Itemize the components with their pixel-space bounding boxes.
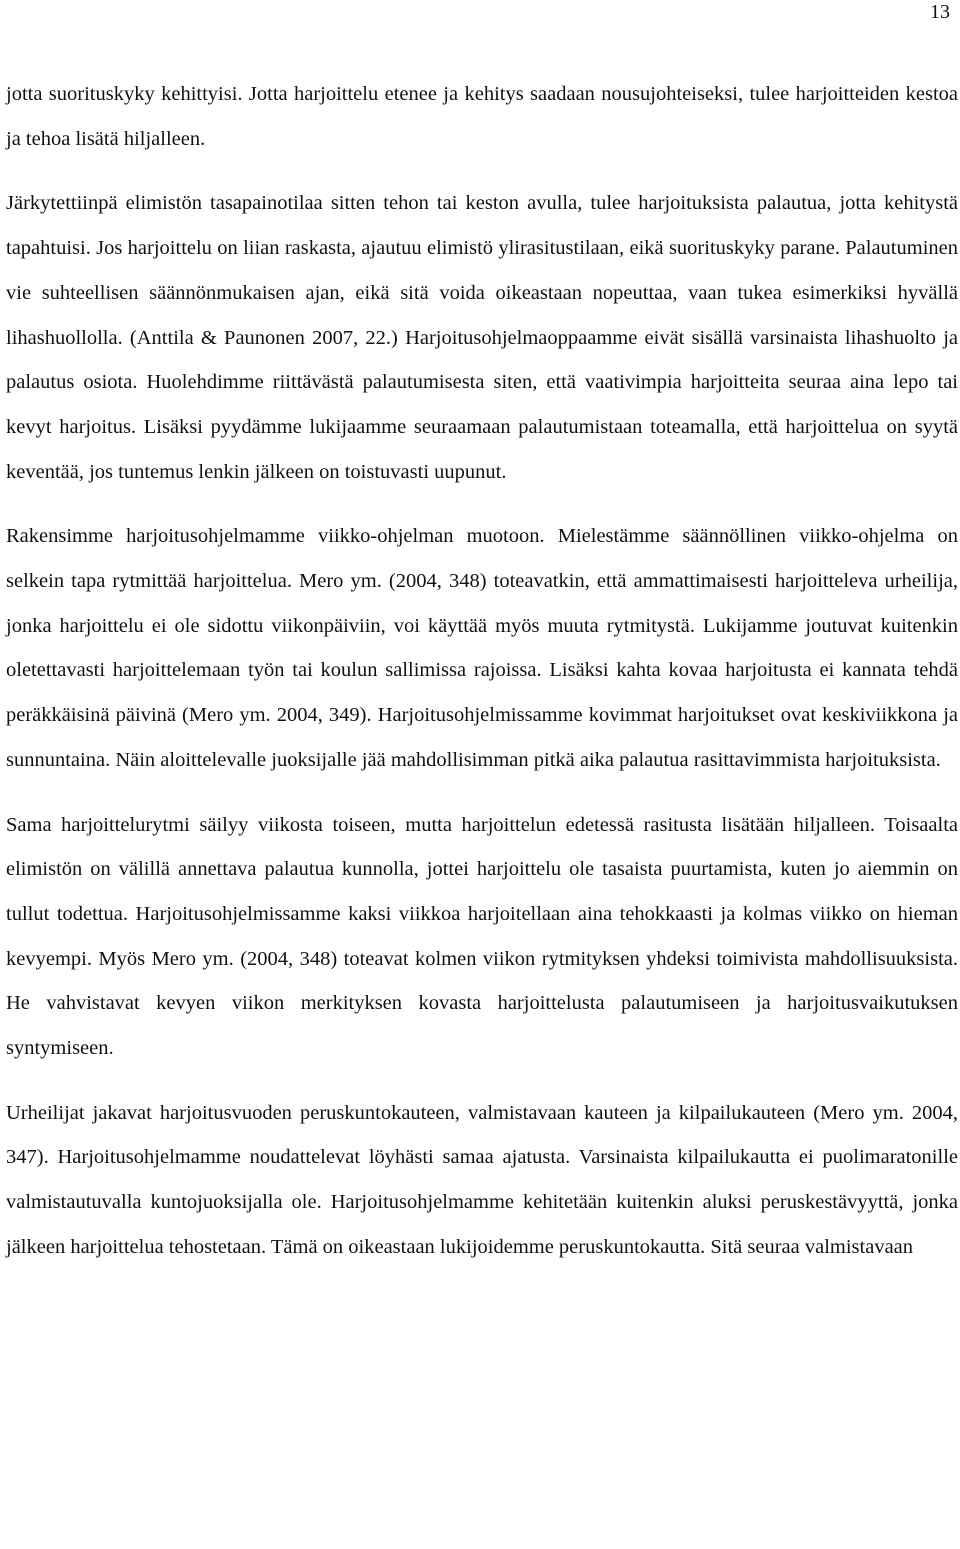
page-number: 13	[930, 1, 950, 23]
document-body	[6, 72, 958, 1270]
paragraph-weekly-program: Rakensimme harjoitusohjelmamme viikko-ohjelman muotoon. Mielestämme säännöllinen viikko-ohjelma on selkein tapa rytmittää harjoittelua. Mero ym. (2004, 348) toteavatkin, että ammattimaisesti harjoitteleva urheilija, jonka harjoittelu ei ole sidottu viikonpäiviin, voi käyttää myös muuta rytmitystä. Lukijamme joutuvat kuitenkin oletettavasti harjoittelemaan työn tai koulun sallimissa rajoissa. Lisäksi kahta kovaa harjoitusta ei kannata tehdä peräkkäisinä päivinä (Mero ym. 2004, 349). Harjoitusohjelmissamme kovimmat harjoitukset ovat keskiviikkona ja sunnuntaina. Näin aloittelevalle juoksijalle jää mahdollisimman pitkä aika palautua rasittavimmista harjoituksista.	[6, 525, 958, 771]
paragraph-training-progression: jotta suorituskyky kehittyisi. Jotta harjoittelu etenee ja kehitys saadaan nousujohteiseksi, tulee harjoitteiden kestoa ja tehoa lisätä hiljalleen.	[6, 83, 958, 150]
paragraph-training-periods: Urheilijat jakavat harjoitusvuoden peruskuntokauteen, valmistavaan kauteen ja kilpailukauteen (Mero ym. 2004, 347). Harjoitusohjelmamme noudattelevat löyhästi samaa ajatusta. Varsinaista kilpailukautta ei puolimaratonille valmistautuvalla kuntojuoksijalla ole. Harjoitusohjelmamme kehitetään kuitenkin aluksi peruskestävyyttä, jonka jälkeen harjoittelua tehostetaan. Tämä on oikeastaan lukijoidemme peruskuntokautta. Sitä seuraa valmistavaan	[6, 1101, 958, 1258]
paragraph-recovery: Järkytettiinpä elimistön tasapainotilaa sitten tehon tai keston avulla, tulee harjoituksista palautua, jotta kehitystä tapahtuisi. Jos harjoittelu on liian raskasta, ajautuu elimistö ylirasitustilaan, eikä suorituskyky parane. Palautuminen vie suhteellisen säännönmukaisen ajan, eikä sitä voida oikeastaan nopeuttaa, vaan tukea esimerkiksi hyvällä lihashuollolla. (Anttila & Paunonen 2007, 22.) Harjoitusohjelmaoppaamme eivät sisällä varsinaista lihashuolto ja palautus osiota. Huolehdimme riittävästä palautumisesta siten, että vaativimpia harjoitteita seuraa aina lepo tai kevyt harjoitus. Lisäksi pyydämme lukijaamme seuraamaan palautumistaan toteamalla, että harjoittelua on syytä keventää, jos tuntemus lenkin jälkeen on toistuvasti uupunut.	[6, 192, 958, 483]
paragraph-training-rhythm: Sama harjoittelurytmi säilyy viikosta toiseen, mutta harjoittelun edetessä rasitusta lisätään hiljalleen. Toisaalta elimistön on välillä annettava palautua kunnolla, jottei harjoittelu ole tasaista puurtamista, kuten jo aiemmin on tullut todettua. Harjoitusohjelmissamme kaksi viikkoa harjoitellaan aina tehokkaasti ja kolmas viikko on hieman kevyempi. Myös Mero ym. (2004, 348) toteavat kolmen viikon rytmityksen yhdeksi toimivista mahdollisuuksista. He vahvistavat kevyen viikon merkityksen kovasta harjoittelusta palautumiseen ja harjoitusvaikutuksen syntymiseen.	[6, 813, 958, 1060]
